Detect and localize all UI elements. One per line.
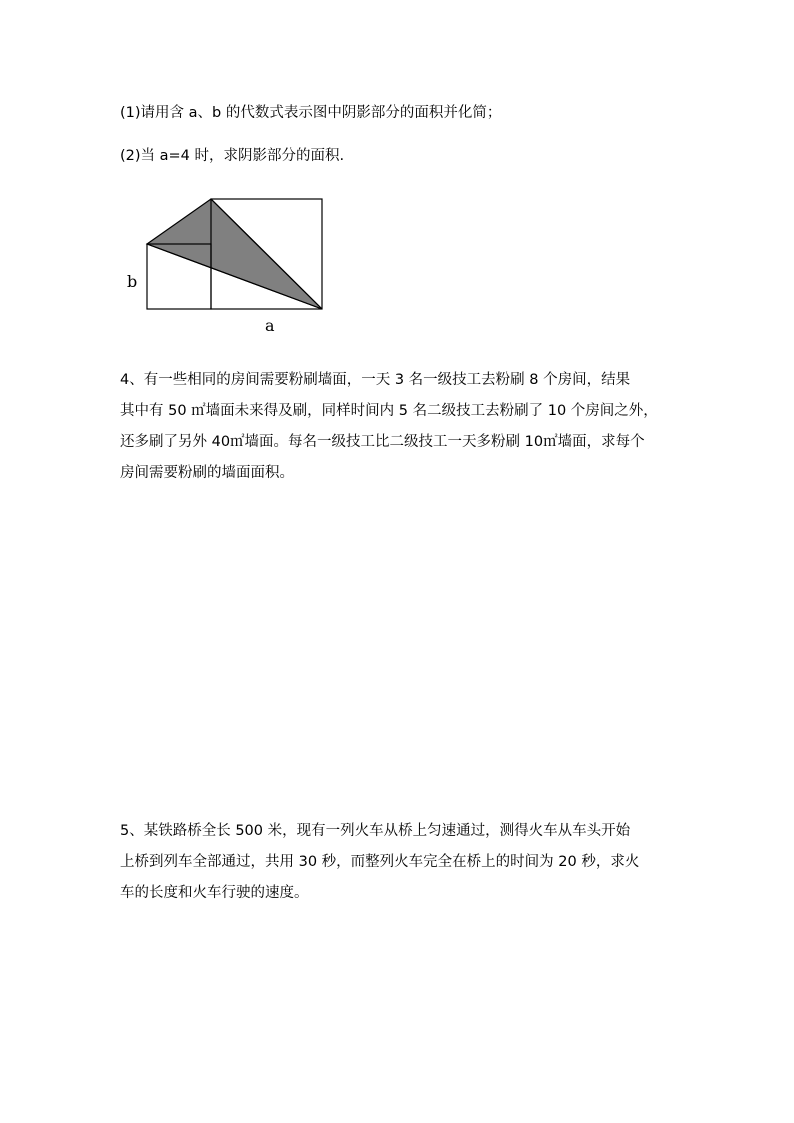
q4-line-3: 还多刷了另外 40㎡墙面。每名一级技工比二级技工一天多粉刷 10㎡墙面，求每个 [120, 434, 645, 450]
q4-line-2: 其中有 50 ㎡墙面未来得及刷，同样时间内 5 名二级技工去粉刷了 10 个房间之外， [120, 403, 658, 419]
q3-part2-text: (2)当 a=4 时，求阴影部分的面积. [120, 148, 345, 164]
q3-part1-text: (1)请用含 a、b 的代数式表示图中阴影部分的面积并化简； [120, 105, 502, 121]
q4-line-1: 4、有一些相同的房间需要粉刷墙面，一天 3 名一级技工去粉刷 8 个房间，结果 [120, 372, 631, 388]
q5-line-3: 车的长度和火车行驶的速度。 [120, 885, 309, 901]
label-b: b [127, 272, 138, 291]
geometry-svg [120, 190, 340, 340]
q5-line-1: 5、某铁路桥全长 500 米，现有一列火车从桥上匀速通过，测得火车从车头开始 [120, 823, 631, 839]
q5-line-2: 上桥到列车全部通过，共用 30 秒，而整列火车完全在桥上的时间为 20 秒，求火 [120, 854, 640, 870]
label-a: a [265, 316, 275, 335]
geometry-figure [120, 190, 340, 340]
q4-line-4: 房间需要粉刷的墙面面积。 [120, 465, 294, 481]
